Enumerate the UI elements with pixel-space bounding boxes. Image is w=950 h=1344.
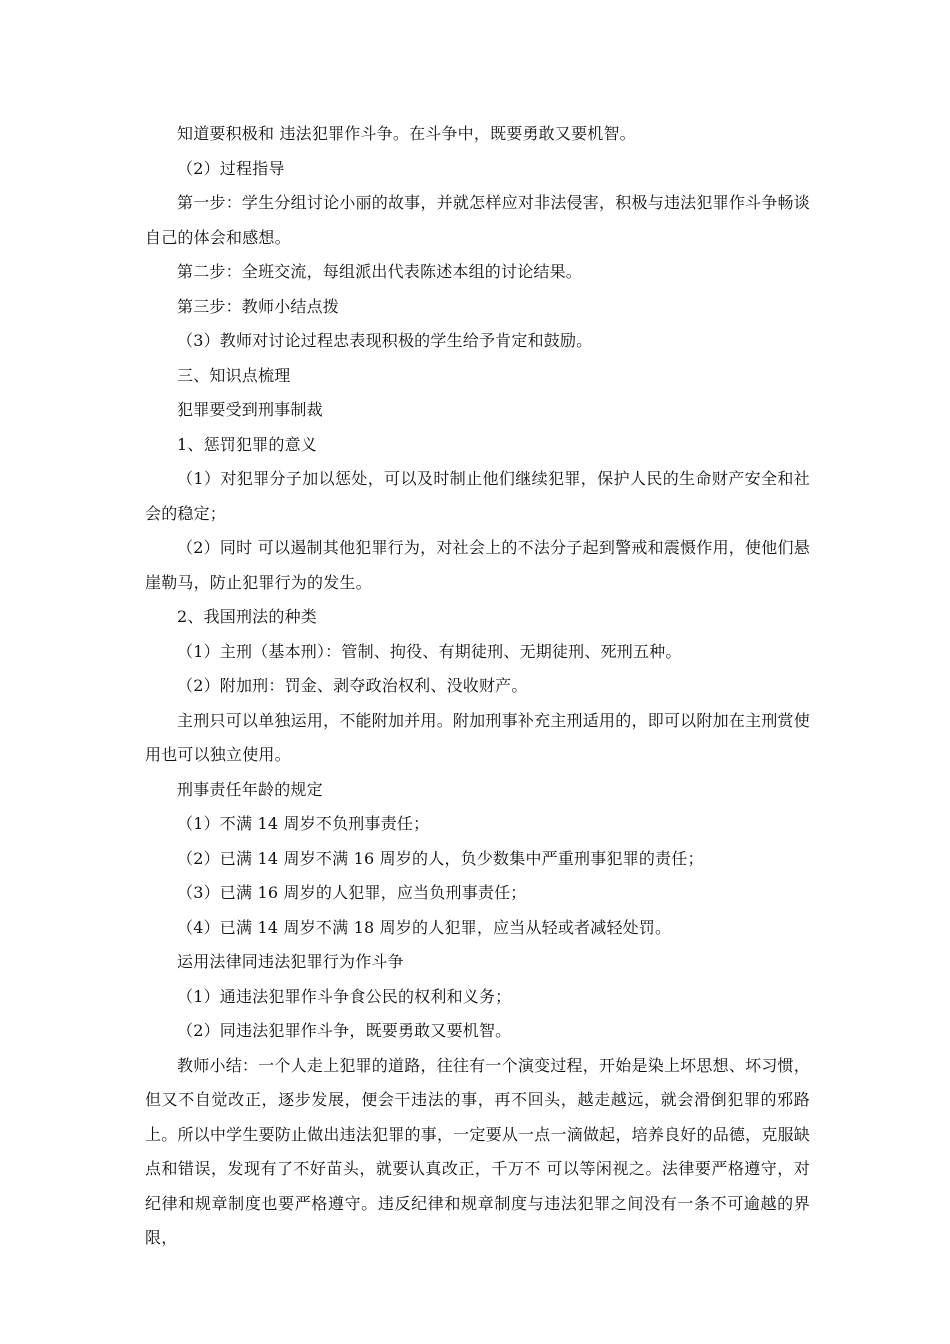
- section-heading-knowledge: 三、知识点梳理: [177, 365, 291, 385]
- paragraph-process-guide: （2）过程指导: [177, 158, 285, 178]
- paragraph-age-1: （1）不满 14 周岁不负刑事责任；: [177, 814, 430, 833]
- subheading-fight-crime: 运用法律同违法犯罪行为作斗争: [177, 952, 404, 971]
- paragraph-fight-2: （2）同违法犯罪作斗争，既要勇敢又要机智。: [177, 1021, 512, 1040]
- paragraph-meaning-2: （2）同时 可以遏制其他犯罪行为，对社会上的不法分子起到警戒和震慑作用，使他们悬崖勒马，防止犯罪行为的发生。: [145, 538, 810, 592]
- paragraph-age-3: （3）已满 16 周岁的人犯罪，应当负刑事责任；: [177, 883, 527, 902]
- paragraph-teacher-summary: 教师小结：一个人走上犯罪的道路，往往有一个演变过程，开始是染上坏思想、坏习惯，但又不自觉改正，逐步发展，便会干违法的事，再不回头，越走越远，就会滑倒犯罪的邪路上。所以中学生要防止做出违法犯罪的事，一定要从一点一滴做起，培养良好的品德，克服缺点和错误，发现有了不好苗头，就要认真改正，千万不 可以等闲视之。法律要严格遵守，对纪律和规章制度也要严格遵守。违反纪律和规章制度与违法犯罪之间没有一条不可逾越的界限，: [145, 1055, 810, 1247]
- paragraph-step-1: 第一步：学生分组讨论小丽的故事，并就怎样应对非法侵害，积极与违法犯罪作斗争畅谈自己的体会和感想。: [145, 193, 810, 247]
- subheading-penalty-types: 2、我国刑法的种类: [177, 607, 317, 626]
- subheading-punishment-meaning: 1、惩罚犯罪的意义: [177, 434, 317, 454]
- subheading-criminal-sanction: 犯罪要受到刑事制裁: [177, 400, 323, 419]
- paragraph-teacher-praise: （3）教师对讨论过程忠表现积极的学生给予肯定和鼓励。: [177, 331, 593, 350]
- paragraph-age-2: （2）已满 14 周岁不满 16 周岁的人，负少数集中严重刑事犯罪的责任；: [177, 848, 704, 868]
- paragraph-age-4: （4）已满 14 周岁不满 18 周岁的人犯罪，应当从轻或者减轻处罚。: [177, 917, 672, 937]
- paragraph-fight-1: （1）通违法犯罪作斗争食公民的权利和义务；: [177, 986, 512, 1006]
- paragraph-principal-penalty: （1）主刑（基本刑）：管制、拘役、有期徒刑、无期徒刑、死刑五种。: [177, 641, 682, 661]
- paragraph-intro: 知道要积极和 违法犯罪作斗争。在斗争中，既要勇敢又要机智。: [177, 124, 636, 143]
- paragraph-step-3: 第三步：教师小结点拨: [177, 296, 340, 316]
- document-page: [145, 117, 810, 1256]
- paragraph-additional-penalty: （2）附加刑：罚金、剥夺政治权利、没收财产。: [177, 676, 528, 695]
- paragraph-penalty-usage: 主刑只可以单独运用，不能附加并用。附加刑事补充主刑适用的，即可以附加在主刑赏使用也可以独立使用。: [145, 710, 810, 764]
- subheading-age-rules: 刑事责任年龄的规定: [177, 779, 323, 799]
- paragraph-meaning-1: （1）对犯罪分子加以惩处，可以及时制止他们继续犯罪，保护人民的生命财产安全和社会的稳定；: [145, 469, 810, 523]
- paragraph-step-2: 第二步：全班交流，每组派出代表陈述本组的讨论结果。: [177, 262, 583, 281]
